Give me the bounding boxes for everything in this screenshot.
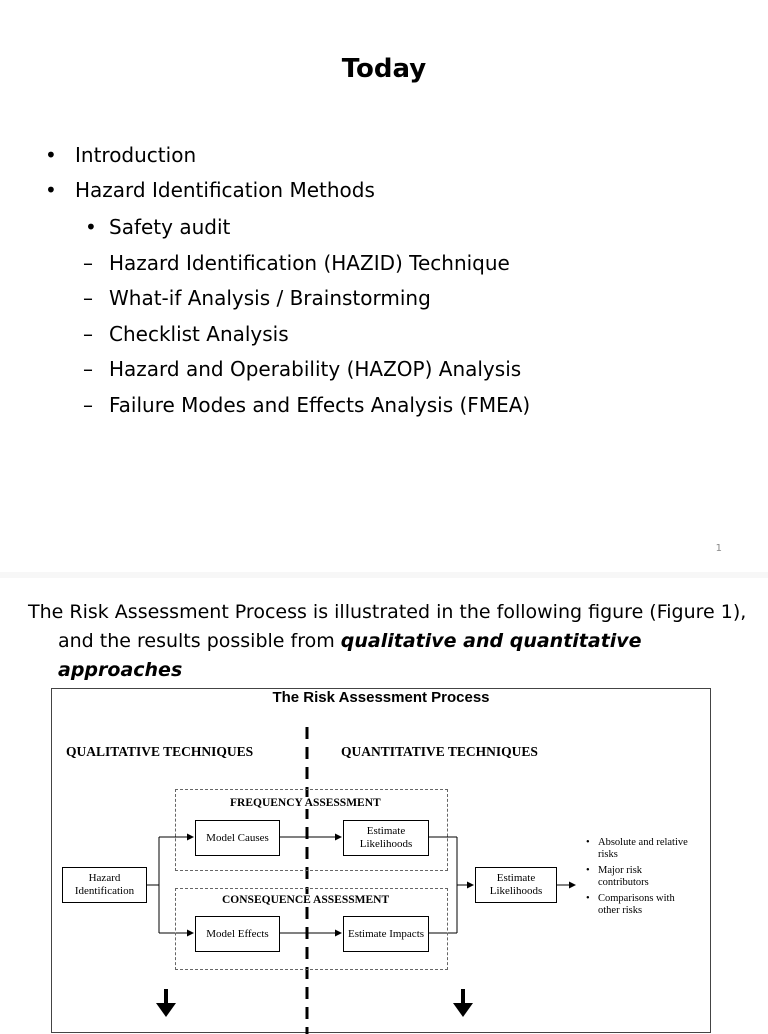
result-item: • Major risk contributors bbox=[584, 865, 694, 889]
paragraph-line-2: and the results possible from qualitative and quantitative approaches bbox=[58, 630, 642, 681]
result-item: • Comparisons with other risks bbox=[584, 893, 694, 917]
sub-bullet-item: – Checklist Analysis bbox=[83, 322, 289, 346]
model-causes-box: Model Causes bbox=[195, 820, 280, 856]
hazard-identification-box: Hazard Identification bbox=[62, 867, 147, 903]
estimate-likelihoods-box: Estimate Likelihoods bbox=[343, 820, 429, 856]
figure-title: The Risk Assessment Process bbox=[272, 689, 490, 706]
sub-bullet-text: What-if Analysis / Brainstorming bbox=[109, 286, 431, 310]
bullet-item: • Hazard Identification Methods bbox=[45, 178, 375, 202]
model-effects-box: Model Effects bbox=[195, 916, 280, 952]
slide-title: Today bbox=[341, 54, 427, 84]
result-item: • Absolute and relative risks bbox=[584, 837, 694, 861]
page-separator bbox=[0, 572, 768, 578]
consequence-assessment-label: CONSEQUENCE ASSESSMENT bbox=[222, 894, 390, 906]
sub-bullet-text: Hazard Identification (HAZID) Technique bbox=[109, 251, 510, 275]
sub-bullet-text: Hazard and Operability (HAZOP) Analysis bbox=[109, 357, 522, 381]
sub-bullet-item: • Safety audit bbox=[85, 215, 231, 239]
risk-assessment-figure bbox=[51, 688, 711, 1033]
qualitative-header: QUALITATIVE TECHNIQUES bbox=[66, 744, 254, 759]
sub-bullet-item: – Hazard and Operability (HAZOP) Analysis bbox=[83, 357, 522, 381]
results-list bbox=[584, 837, 694, 921]
quantitative-header: QUANTITATIVE TECHNIQUES bbox=[341, 744, 538, 759]
bullet-text: Hazard Identification Methods bbox=[75, 178, 375, 202]
sub-bullet-text: Safety audit bbox=[109, 215, 231, 239]
bullet-text: Introduction bbox=[75, 143, 197, 167]
sub-bullet-item: – What-if Analysis / Brainstorming bbox=[83, 286, 431, 310]
sub-bullet-item: – Hazard Identification (HAZID) Technique bbox=[83, 251, 510, 275]
estimate-likelihoods-final-box: Estimate Likelihoods bbox=[475, 867, 557, 903]
sub-bullet-text: Failure Modes and Effects Analysis (FMEA) bbox=[109, 393, 531, 417]
page-number: 1 bbox=[715, 543, 722, 554]
sub-bullet-text: Checklist Analysis bbox=[109, 322, 289, 346]
sub-bullet-item: – Failure Modes and Effects Analysis (FMEA) bbox=[83, 393, 531, 417]
paragraph-line-1: The Risk Assessment Process is illustrated in the following figure (Figure 1), bbox=[28, 601, 747, 623]
paragraph-emphasis: qualitative and quantitative approaches bbox=[58, 630, 642, 681]
bullet-item: • Introduction bbox=[45, 143, 197, 167]
estimate-impacts-box: Estimate Impacts bbox=[343, 916, 429, 952]
frequency-assessment-label: FREQUENCY ASSESSMENT bbox=[230, 797, 381, 809]
